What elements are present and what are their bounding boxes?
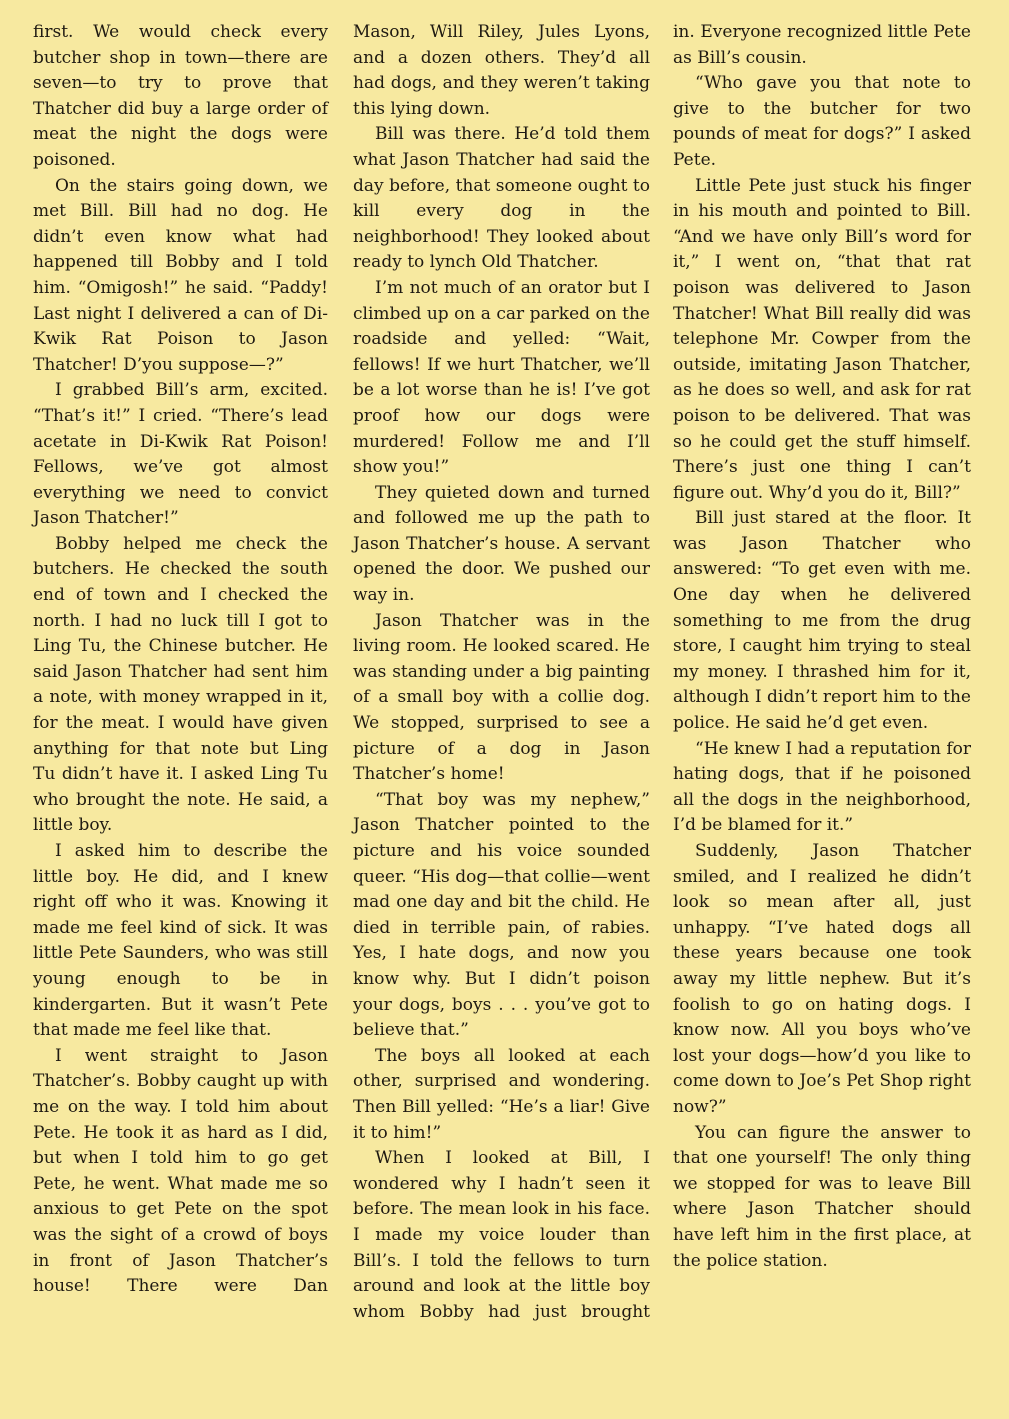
paragraph: Jason Thatcher was in the living room. He looked scared. He was standing under a big painting of a small boy with a collie dog. We stopped, surprised to see a picture of a dog in Jason Thatcher’s home! <box>353 610 650 785</box>
paragraph: Bill was there. He’d told them what Jason Thatcher had said the day before, that someone ought to kill every dog in the neighborhood! They looked about ready to lynch Old Thatcher. <box>353 124 650 273</box>
paragraph: When I looked at Bill, I wondered why I hadn’t seen it before. The mean look in his face. I made my voice louder than Bill’s. I told the fellows to turn around and look at the little boy whom Bobby had just brought <box>353 1148 650 1322</box>
paragraph: Bobby helped me check the butchers. He checked the south end of town and I checked the north. I had no luck till I got to Ling Tu, the Chinese butcher. He said Jason Thatcher had sent him a note, with money wrapped in it, for the meat. I would have given anything for that note but Ling Tu didn’t have it. I asked Ling Tu who brought the note. He said, a little boy. <box>33 533 328 836</box>
paragraph: The boys all looked at each other, surprised and wondering. Then Bill yelled: “He’s a liar! Give it to him!” <box>353 1045 650 1143</box>
paragraph: “Who gave you that note to give to the butcher for two pounds of meat for dogs?” I asked Pete. <box>673 73 971 170</box>
text-column-right <box>673 20 971 1274</box>
paragraph: I asked him to describe the little boy. He did, and I knew right off who it was. Knowing it made me feel kind of sick. It was little Pete Saunders, who was still young enough to be in kindergarten. But it wasn’t Pete that made me feel like that. <box>33 841 328 1041</box>
paragraph: Mason, Will Riley, Jules Lyons, and a dozen others. They’d all had dogs, and they weren’t taking this lying down. <box>353 22 650 119</box>
text-column-middle <box>353 20 650 1325</box>
paragraph: I went straight to Jason Thatcher’s. Bobby caught up with me on the way. I told him about Pete. He took it as hard as I did, but when I told him to go get Pete, he went. What made me so anxious to get Pete on the spot was the sight of a crowd of boys in front of Jason Thatcher’s house! There were Dan <box>33 1045 328 1297</box>
paragraph: in. Everyone recognized little Pete as Bill’s cousin. <box>673 22 971 68</box>
paragraph: “He knew I had a reputation for hating dogs, that if he poisoned all the dogs in the neighborhood, I’d be blamed for it.” <box>673 738 971 836</box>
paragraph: first. We would check every butcher shop in town—there are seven—to try to prove that Thatcher did buy a large order of meat the night the dogs were poisoned. <box>33 22 328 170</box>
text-column-left <box>33 20 328 1300</box>
paragraph: “That boy was my nephew,” Jason Thatcher pointed to the picture and his voice sounded queer. “His dog—that collie—went mad one day and bit the child. He died in terrible pain, of rabies. Yes, I hate dogs, and now you know why. But I didn’t poison your dogs, boys . . . you’ve got to believe that.” <box>353 789 650 1041</box>
paragraph: You can figure the answer to that one yourself! The only thing we stopped for was to leave Bill where Jason Thatcher should have left him in the first place, at the police station. <box>673 1122 971 1271</box>
paragraph: I’m not much of an orator but I climbed up on a car parked on the roadside and yelled: “Wait, fellows! If we hurt Thatcher, we’ll be a lot worse than he is! I’ve got proof how our dogs were murdered! Follow me and I’ll show you!” <box>353 277 650 478</box>
paragraph: Suddenly, Jason Thatcher smiled, and I realized he didn’t look so mean after all, just unhappy. “I’ve hated dogs all these years because one took away my little nephew. But it’s foolish to go on hating dogs. I know now. All you boys who’ve lost your dogs—how’d you like to come down to Joe’s Pet Shop right now?” <box>673 841 971 1117</box>
paragraph: I grabbed Bill’s arm, excited. “That’s it!” I cried. “There’s lead acetate in Di-Kwik Rat Poison! Fellows, we’ve got almost everything we need to convict Jason Thatcher!” <box>33 380 328 529</box>
paragraph: They quieted down and turned and followed me up the path to Jason Thatcher’s house. A servant opened the door. We pushed our way in. <box>353 482 650 606</box>
paragraph: On the stairs going down, we met Bill. Bill had no dog. He didn’t even know what had happened till Bobby and I told him. “Omigosh!” he said. “Paddy! Last night I delivered a can of Di-Kwik Rat Poison to Jason Thatcher! D’you suppose—?” <box>33 175 328 375</box>
paragraph: Bill just stared at the floor. It was Jason Thatcher who answered: “To get even with me. One day when he delivered something to me from the drug store, I caught him trying to steal my money. I thrashed him for it, although I didn’t report him to the police. He said he’d get even. <box>673 508 971 734</box>
paragraph: Little Pete just stuck his finger in his mouth and pointed to Bill. “And we have only Bill’s word for it,” I went on, “that that rat poison was delivered to Jason Thatcher! What Bill really did was telephone Mr. Cowper from the outside, imitating Jason Thatcher, as he does so well, and ask for rat poison to be delivered. That was so he could get the stuff himself. There’s just one thing I can’t figure out. Why’d you do it, Bill?” <box>673 175 971 503</box>
